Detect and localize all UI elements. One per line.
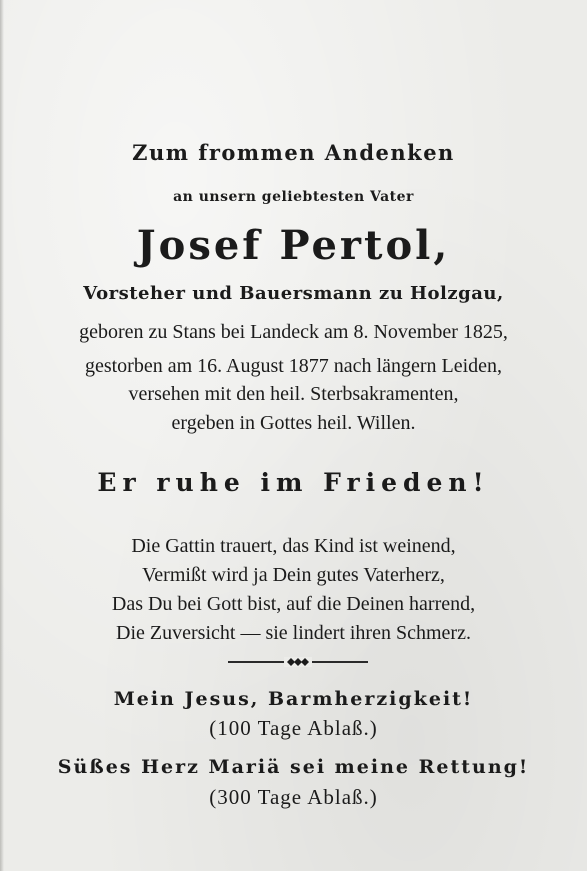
prayer-jesus: Mein Jesus, Barmherzigkeit!	[113, 688, 474, 710]
indulgence-100: (100 Tage Ablaß.)	[209, 716, 378, 740]
death-line: gestorben am 16. August 1877 nach längern Leiden,	[84, 355, 503, 377]
prayer-mary: Süßes Herz Mariä sei meine Rettung!	[57, 756, 530, 778]
diamond-ornament-icon	[284, 657, 312, 667]
indulgence-300: (300 Tage Ablaß.)	[209, 785, 378, 809]
verse-line: Das Du bei Gott bist, auf die Deinen harrend,	[111, 593, 476, 615]
birth-line: geboren zu Stans bei Landeck am 8. November 1825,	[79, 321, 508, 343]
sacraments-line: versehen mit den heil. Sterbsakramenten,	[128, 383, 459, 405]
resigned-line: ergeben in Gottes heil. Willen.	[171, 412, 416, 434]
verse-line: Vermißt wird ja Dein gutes Vaterherz,	[142, 564, 445, 586]
heading: Zum frommen Andenken	[132, 140, 455, 165]
deceased-name: Josef Pertol,	[136, 222, 451, 269]
card-edge-shadow	[0, 0, 4, 871]
rest-in-peace: Er ruhe im Frieden!	[97, 468, 490, 497]
verse-line: Die Zuversicht — sie lindert ihren Schmerz.	[116, 622, 471, 644]
dedication: an unsern geliebtesten Vater	[173, 189, 414, 205]
occupation: Vorsteher und Bauersmann zu Holzgau,	[83, 283, 504, 304]
verse-line: Die Gattin trauert, das Kind ist weinend,	[131, 535, 456, 557]
